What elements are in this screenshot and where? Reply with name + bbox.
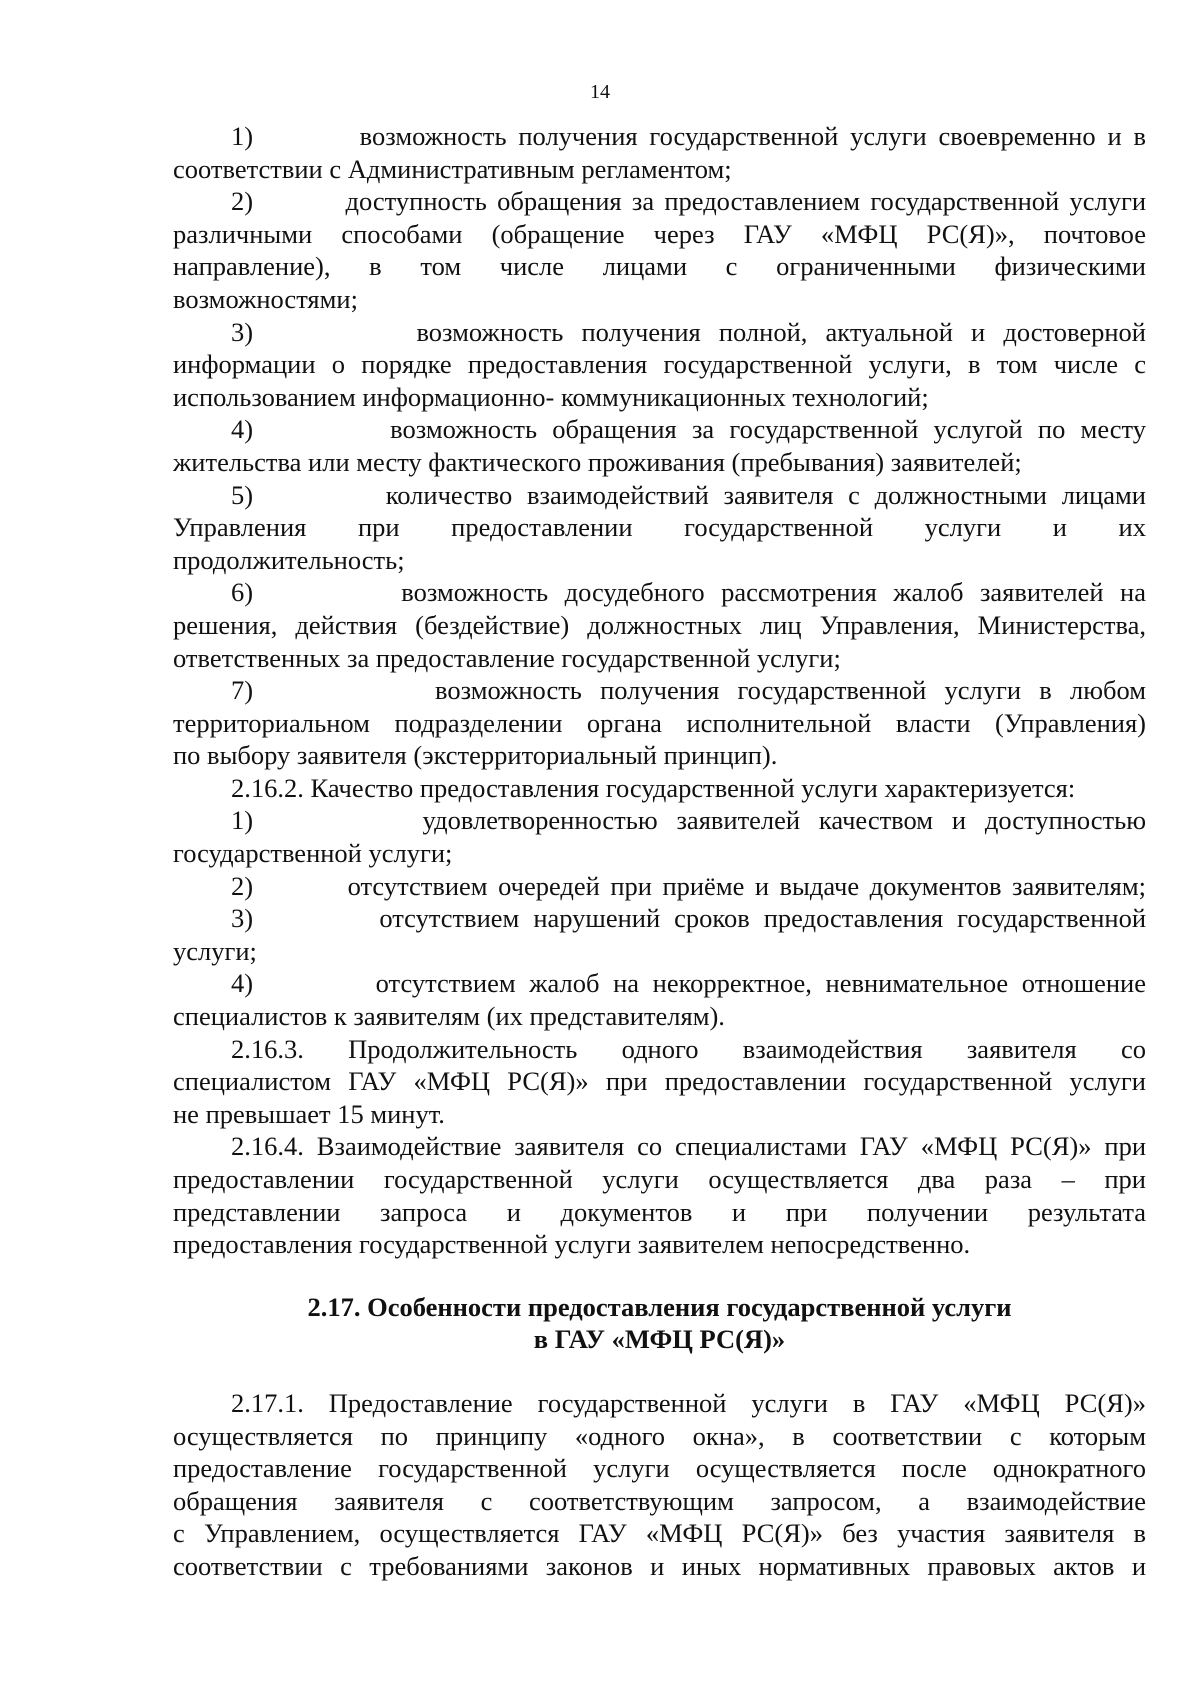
- text-line: 2) доступность обращения за предоставлением государственной услуги: [231, 186, 1146, 217]
- text-line: обращения заявителя с соответствующим запросом, а взаимодействие: [173, 1485, 1146, 1516]
- text-line: 7) возможность получения государственной услуги в любом: [231, 675, 1146, 706]
- document-body: [173, 120, 1146, 1583]
- text-line: соответствии с Административным регламентом;: [173, 153, 732, 184]
- text-line: услуги;: [173, 935, 257, 966]
- text-line: 2) отсутствием очередей при приёме и выдаче документов заявителям;: [231, 870, 1146, 901]
- text-line: 2.16.2. Качество предоставления государственной услуги характеризуется:: [231, 772, 1076, 803]
- paragraphs-2-16: [173, 120, 1146, 1261]
- text-line: 3) возможность получения полной, актуальной и достоверной: [231, 316, 1146, 347]
- text-line: территориальном подразделении органа исполнительной власти (Управления): [173, 707, 1146, 738]
- text-line: использованием информационно- коммуникационных технологий;: [173, 381, 929, 412]
- text-line: 4) отсутствием жалоб на некорректное, невнимательное отношение: [231, 968, 1146, 999]
- text-line: ответственных за предоставление государственной услуги;: [173, 642, 841, 673]
- text-line: решения, действия (бездействие) должностных лиц Управления, Министерства,: [173, 609, 1146, 640]
- text-line: 3) отсутствием нарушений сроков предоставления государственной: [231, 903, 1146, 934]
- text-line: Управления при предоставлении государственной услуги и их: [173, 512, 1146, 543]
- text-line: 2.17.1. Предоставление государственной услуги в ГАУ «МФЦ РС(Я)»: [231, 1387, 1146, 1418]
- text-line: соответствии с требованиями законов и иных нормативных правовых актов и: [173, 1550, 1146, 1581]
- text-line: осуществляется по принципу «одного окна», в соответствии с которым: [173, 1420, 1146, 1451]
- text-line: 1) возможность получения государственной услуги своевременно и в: [231, 121, 1146, 151]
- page-number: 14: [590, 81, 610, 103]
- text-line: жительства или месту фактического проживания (пребывания) заявителей;: [173, 446, 1022, 477]
- text-line: 6) возможность досудебного рассмотрения жалоб заявителей на: [231, 577, 1146, 608]
- text-line: 5) количество взаимодействий заявителя с должностными лицами: [231, 479, 1146, 510]
- text-line: различными способами (обращение через ГАУ «МФЦ РС(Я)», почтовое: [173, 218, 1146, 249]
- paragraphs-2-17: [173, 1387, 1146, 1583]
- text-line: специалистов к заявителям (их представителям).: [173, 1001, 725, 1032]
- text-line: предоставление государственной услуги осуществляется после однократного: [173, 1453, 1146, 1484]
- text-line: с Управлением, осуществляется ГАУ «МФЦ РС(Я)» без участия заявителя в: [173, 1518, 1146, 1549]
- text-line: 2.16.4. Взаимодействие заявителя со специалистами ГАУ «МФЦ РС(Я)» при: [231, 1131, 1146, 1162]
- text-line: предоставлении государственной услуги осуществляется два раза – при: [173, 1164, 1146, 1194]
- text-line: специалистом ГАУ «МФЦ РС(Я)» при предоставлении государственной услуги: [173, 1066, 1146, 1097]
- section-heading-line-2: в ГАУ «МФЦ РС(Я)»: [533, 1324, 786, 1355]
- text-line: 1) удовлетворенностью заявителей качеством и доступностью: [231, 805, 1146, 836]
- text-line: направление), в том числе лицами с ограниченными физическими: [173, 251, 1146, 282]
- text-line: предоставления государственной услуги заявителем непосредственно.: [173, 1229, 971, 1260]
- text-line: информации о порядке предоставления государственной услуги, в том числе с: [173, 349, 1146, 380]
- text-line: по выбору заявителя (экстерриториальный принцип).: [173, 740, 778, 771]
- text-line: 4) возможность обращения за государственной услугой по месту: [231, 414, 1146, 445]
- text-line: возможностями;: [173, 283, 358, 314]
- text-line: государственной услуги;: [173, 838, 453, 869]
- text-line: 2.16.3. Продолжительность одного взаимодействия заявителя со: [231, 1033, 1146, 1064]
- text-line: не превышает 15 минут.: [173, 1098, 445, 1129]
- text-line: продолжительность;: [173, 544, 405, 575]
- section-heading-line-1: 2.17. Особенности предоставления государственной услуги: [307, 1291, 1012, 1322]
- text-line: представлении запроса и документов и при получении результата: [173, 1196, 1146, 1227]
